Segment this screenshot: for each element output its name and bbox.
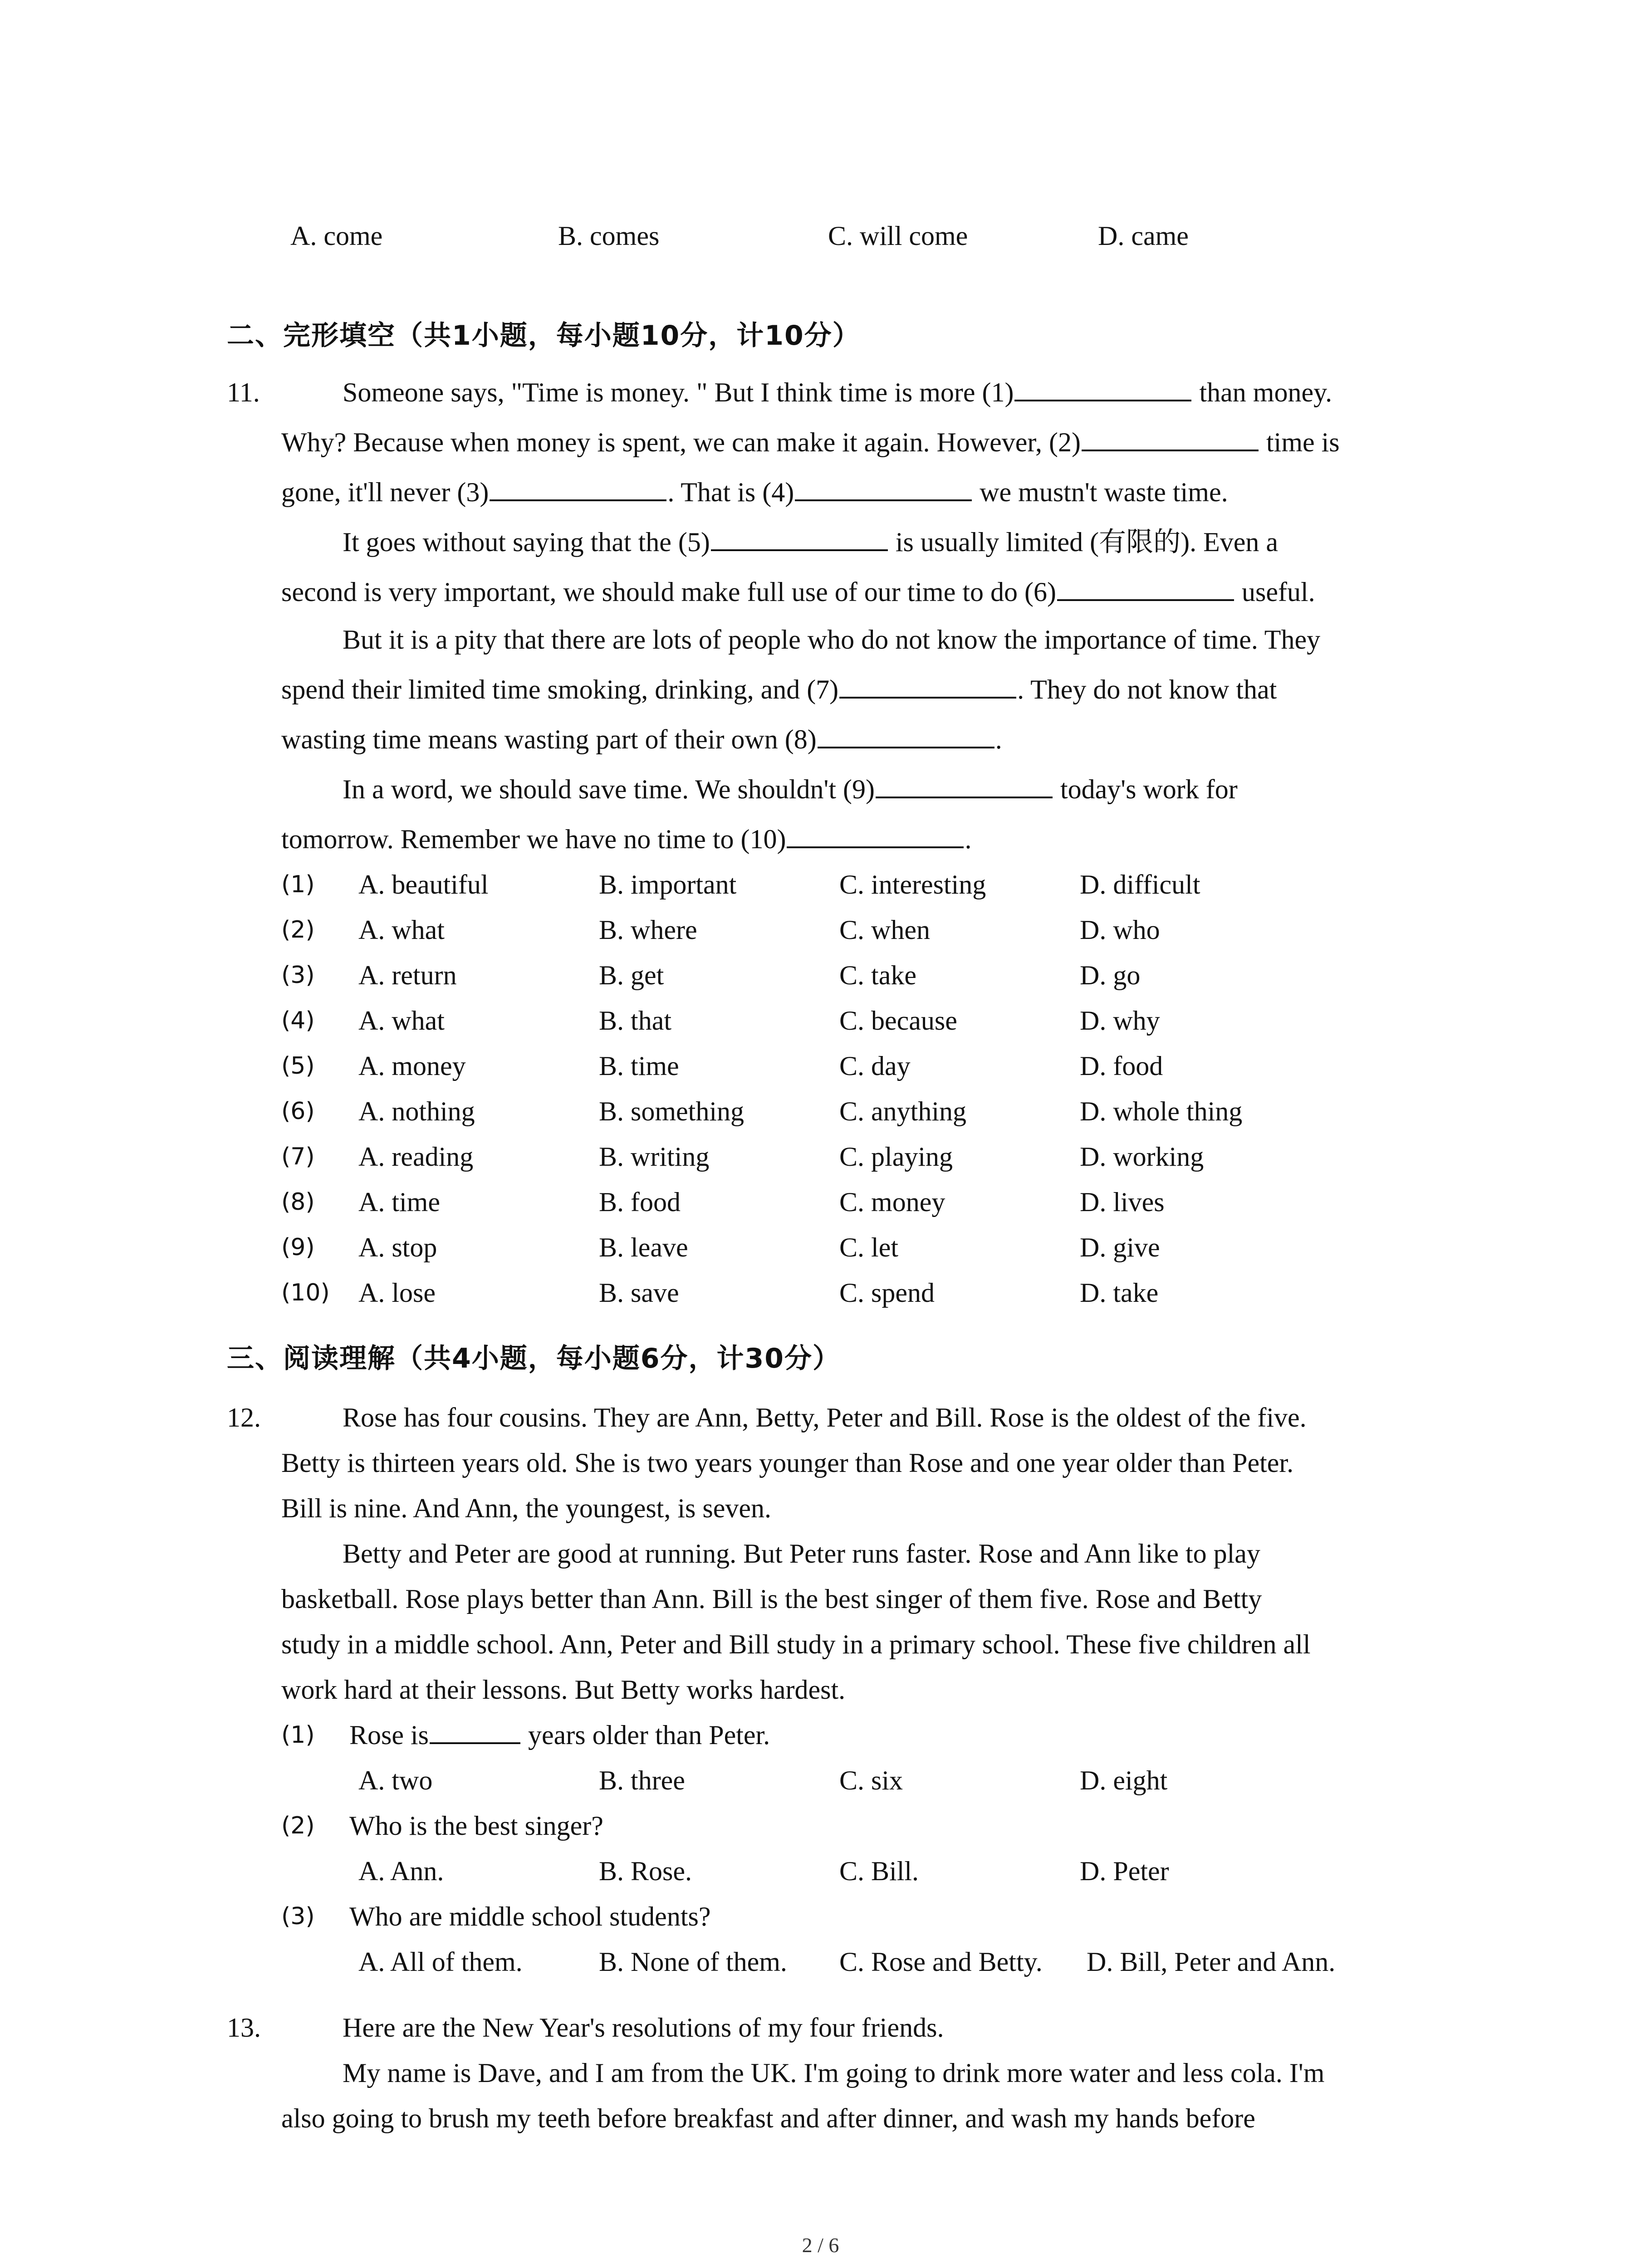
option-d: D. food <box>1080 1051 1163 1081</box>
passage-line: Rose has four cousins. They are Ann, Betty, Peter and Bill. Rose is the oldest of the five. <box>343 1403 1307 1432</box>
question-number: 11. <box>227 377 260 407</box>
option-b: B. get <box>599 960 664 990</box>
question-number: 12. <box>227 1403 261 1432</box>
option-a: A. beautiful <box>358 870 489 899</box>
answer-blank <box>1082 424 1259 451</box>
option-d: D. who <box>1080 915 1160 945</box>
option-a: A. nothing <box>358 1096 475 1126</box>
option-a: A. what <box>358 1006 445 1036</box>
option-c: C. interesting <box>839 870 986 899</box>
passage-line: Why? Because when money is spent, we can make it again. However, (2) time is <box>281 424 1340 460</box>
passage-line: basketball. Rose plays better than Ann. Bill is the best singer of them five. Rose and Betty <box>281 1584 1262 1614</box>
option-a: A. time <box>358 1187 440 1217</box>
passage-line: Someone says, "Time is money. " But I think time is more (1) than money. <box>343 374 1332 411</box>
option-a: A. lose <box>358 1278 436 1308</box>
option-number: (9) <box>281 1234 315 1261</box>
option-d: D. go <box>1080 960 1141 990</box>
option-d: D. give <box>1080 1232 1160 1262</box>
option-b: B. where <box>599 915 697 945</box>
page-number: 2 / 6 <box>802 2234 839 2257</box>
option-b: B. something <box>599 1096 745 1126</box>
prev-option-c: C. will come <box>828 221 968 251</box>
subquestion-stem: Rose is years older than Peter. <box>349 1717 770 1753</box>
answer-blank <box>818 721 994 748</box>
option-number: (7) <box>281 1143 315 1170</box>
option-d: D. Bill, Peter and Ann. <box>1087 1947 1336 1977</box>
option-c: C. playing <box>839 1142 953 1172</box>
passage-line: also going to brush my teeth before breakfast and after dinner, and wash my hands before <box>281 2103 1255 2133</box>
passage-line: tomorrow. Remember we have no time to (10) . <box>281 821 971 857</box>
option-d: D. why <box>1080 1006 1160 1036</box>
passage-line: Betty is thirteen years old. She is two years younger than Rose and one year older than Peter. <box>281 1448 1294 1478</box>
answer-blank <box>1014 374 1191 401</box>
option-d: D. Peter <box>1080 1856 1169 1886</box>
passage-line: Here are the New Year's resolutions of my four friends. <box>343 2013 944 2043</box>
option-c: C. take <box>839 960 916 990</box>
answer-blank <box>876 771 1053 798</box>
option-a: A. All of them. <box>358 1947 523 1977</box>
option-b: B. leave <box>599 1232 688 1262</box>
option-number: (3) <box>281 962 315 989</box>
section-heading-cloze: 二、完形填空（共1小题，每小题10分，计10分） <box>227 320 861 352</box>
option-c: C. when <box>839 915 930 945</box>
passage-line: spend their limited time smoking, drinking, and (7) . They do not know that <box>281 671 1277 708</box>
option-d: D. difficult <box>1080 870 1200 899</box>
answer-blank <box>1057 574 1234 601</box>
option-c: C. money <box>839 1187 945 1217</box>
option-a: A. stop <box>358 1232 437 1262</box>
answer-blank <box>490 474 666 501</box>
option-b: B. save <box>599 1278 679 1308</box>
answer-blank <box>795 474 972 501</box>
option-a: A. reading <box>358 1142 474 1172</box>
prev-option-d: D. came <box>1098 221 1189 251</box>
option-number: (6) <box>281 1098 315 1125</box>
option-c: C. let <box>839 1232 898 1262</box>
option-b: B. time <box>599 1051 679 1081</box>
option-b: B. important <box>599 870 737 899</box>
option-a: A. return <box>358 960 457 990</box>
option-b: B. that <box>599 1006 671 1036</box>
option-b: B. writing <box>599 1142 710 1172</box>
question-number: 13. <box>227 2013 261 2043</box>
subquestion-number: (2) <box>281 1812 315 1839</box>
option-c: C. Bill. <box>839 1856 919 1886</box>
prev-option-a: A. come <box>290 221 383 251</box>
answer-blank <box>711 524 888 551</box>
option-c: C. anything <box>839 1096 966 1126</box>
option-number: (10) <box>281 1279 330 1306</box>
subquestion-number: (1) <box>281 1721 315 1749</box>
option-d: D. working <box>1080 1142 1204 1172</box>
option-a: A. two <box>358 1765 433 1795</box>
subquestion-stem: Who is the best singer? <box>349 1811 603 1841</box>
option-b: B. Rose. <box>599 1856 692 1886</box>
subquestion-number: (3) <box>281 1903 315 1930</box>
passage-line: Bill is nine. And Ann, the youngest, is seven. <box>281 1493 771 1523</box>
answer-blank <box>839 671 1016 699</box>
option-number: (1) <box>281 871 315 898</box>
option-number: (5) <box>281 1052 315 1080</box>
option-b: B. food <box>599 1187 681 1217</box>
option-c: C. Rose and Betty. <box>839 1947 1043 1977</box>
option-b: B. three <box>599 1765 685 1795</box>
option-number: (8) <box>281 1188 315 1216</box>
answer-blank <box>430 1717 520 1744</box>
option-a: A. Ann. <box>358 1856 444 1886</box>
option-number: (4) <box>281 1007 315 1034</box>
option-a: A. money <box>358 1051 466 1081</box>
answer-blank <box>787 821 964 848</box>
option-d: D. lives <box>1080 1187 1165 1217</box>
subquestion-stem: Who are middle school students? <box>349 1901 711 1931</box>
option-a: A. what <box>358 915 445 945</box>
passage-line: It goes without saying that the (5) is usually limited (有限的). Even a <box>343 524 1278 560</box>
option-d: D. whole thing <box>1080 1096 1243 1126</box>
option-d: D. take <box>1080 1278 1159 1308</box>
passage-line: In a word, we should save time. We shouldn't (9) today's work for <box>343 771 1238 807</box>
passage-line: wasting time means wasting part of their own (8) . <box>281 721 1002 758</box>
passage-line: But it is a pity that there are lots of people who do not know the importance of time. They <box>343 625 1321 655</box>
option-c: C. spend <box>839 1278 935 1308</box>
passage-line: My name is Dave, and I am from the UK. I'm going to drink more water and less cola. I'm <box>343 2058 1325 2088</box>
section-heading-reading: 三、阅读理解（共4小题，每小题6分，计30分） <box>227 1343 841 1374</box>
passage-line: study in a middle school. Ann, Peter and Bill study in a primary school. These five children all <box>281 1629 1311 1659</box>
passage-line: work hard at their lessons. But Betty works hardest. <box>281 1675 846 1705</box>
passage-line: second is very important, we should make full use of our time to do (6) useful. <box>281 574 1315 610</box>
prev-option-b: B. comes <box>558 221 660 251</box>
passage-line: gone, it'll never (3) . That is (4) we mustn't waste time. <box>281 474 1228 510</box>
option-c: C. six <box>839 1765 903 1795</box>
option-c: C. day <box>839 1051 911 1081</box>
option-number: (2) <box>281 916 315 943</box>
option-b: B. None of them. <box>599 1947 787 1977</box>
option-c: C. because <box>839 1006 957 1036</box>
option-d: D. eight <box>1080 1765 1168 1795</box>
passage-line: Betty and Peter are good at running. But Peter runs faster. Rose and Ann like to play <box>343 1539 1260 1569</box>
